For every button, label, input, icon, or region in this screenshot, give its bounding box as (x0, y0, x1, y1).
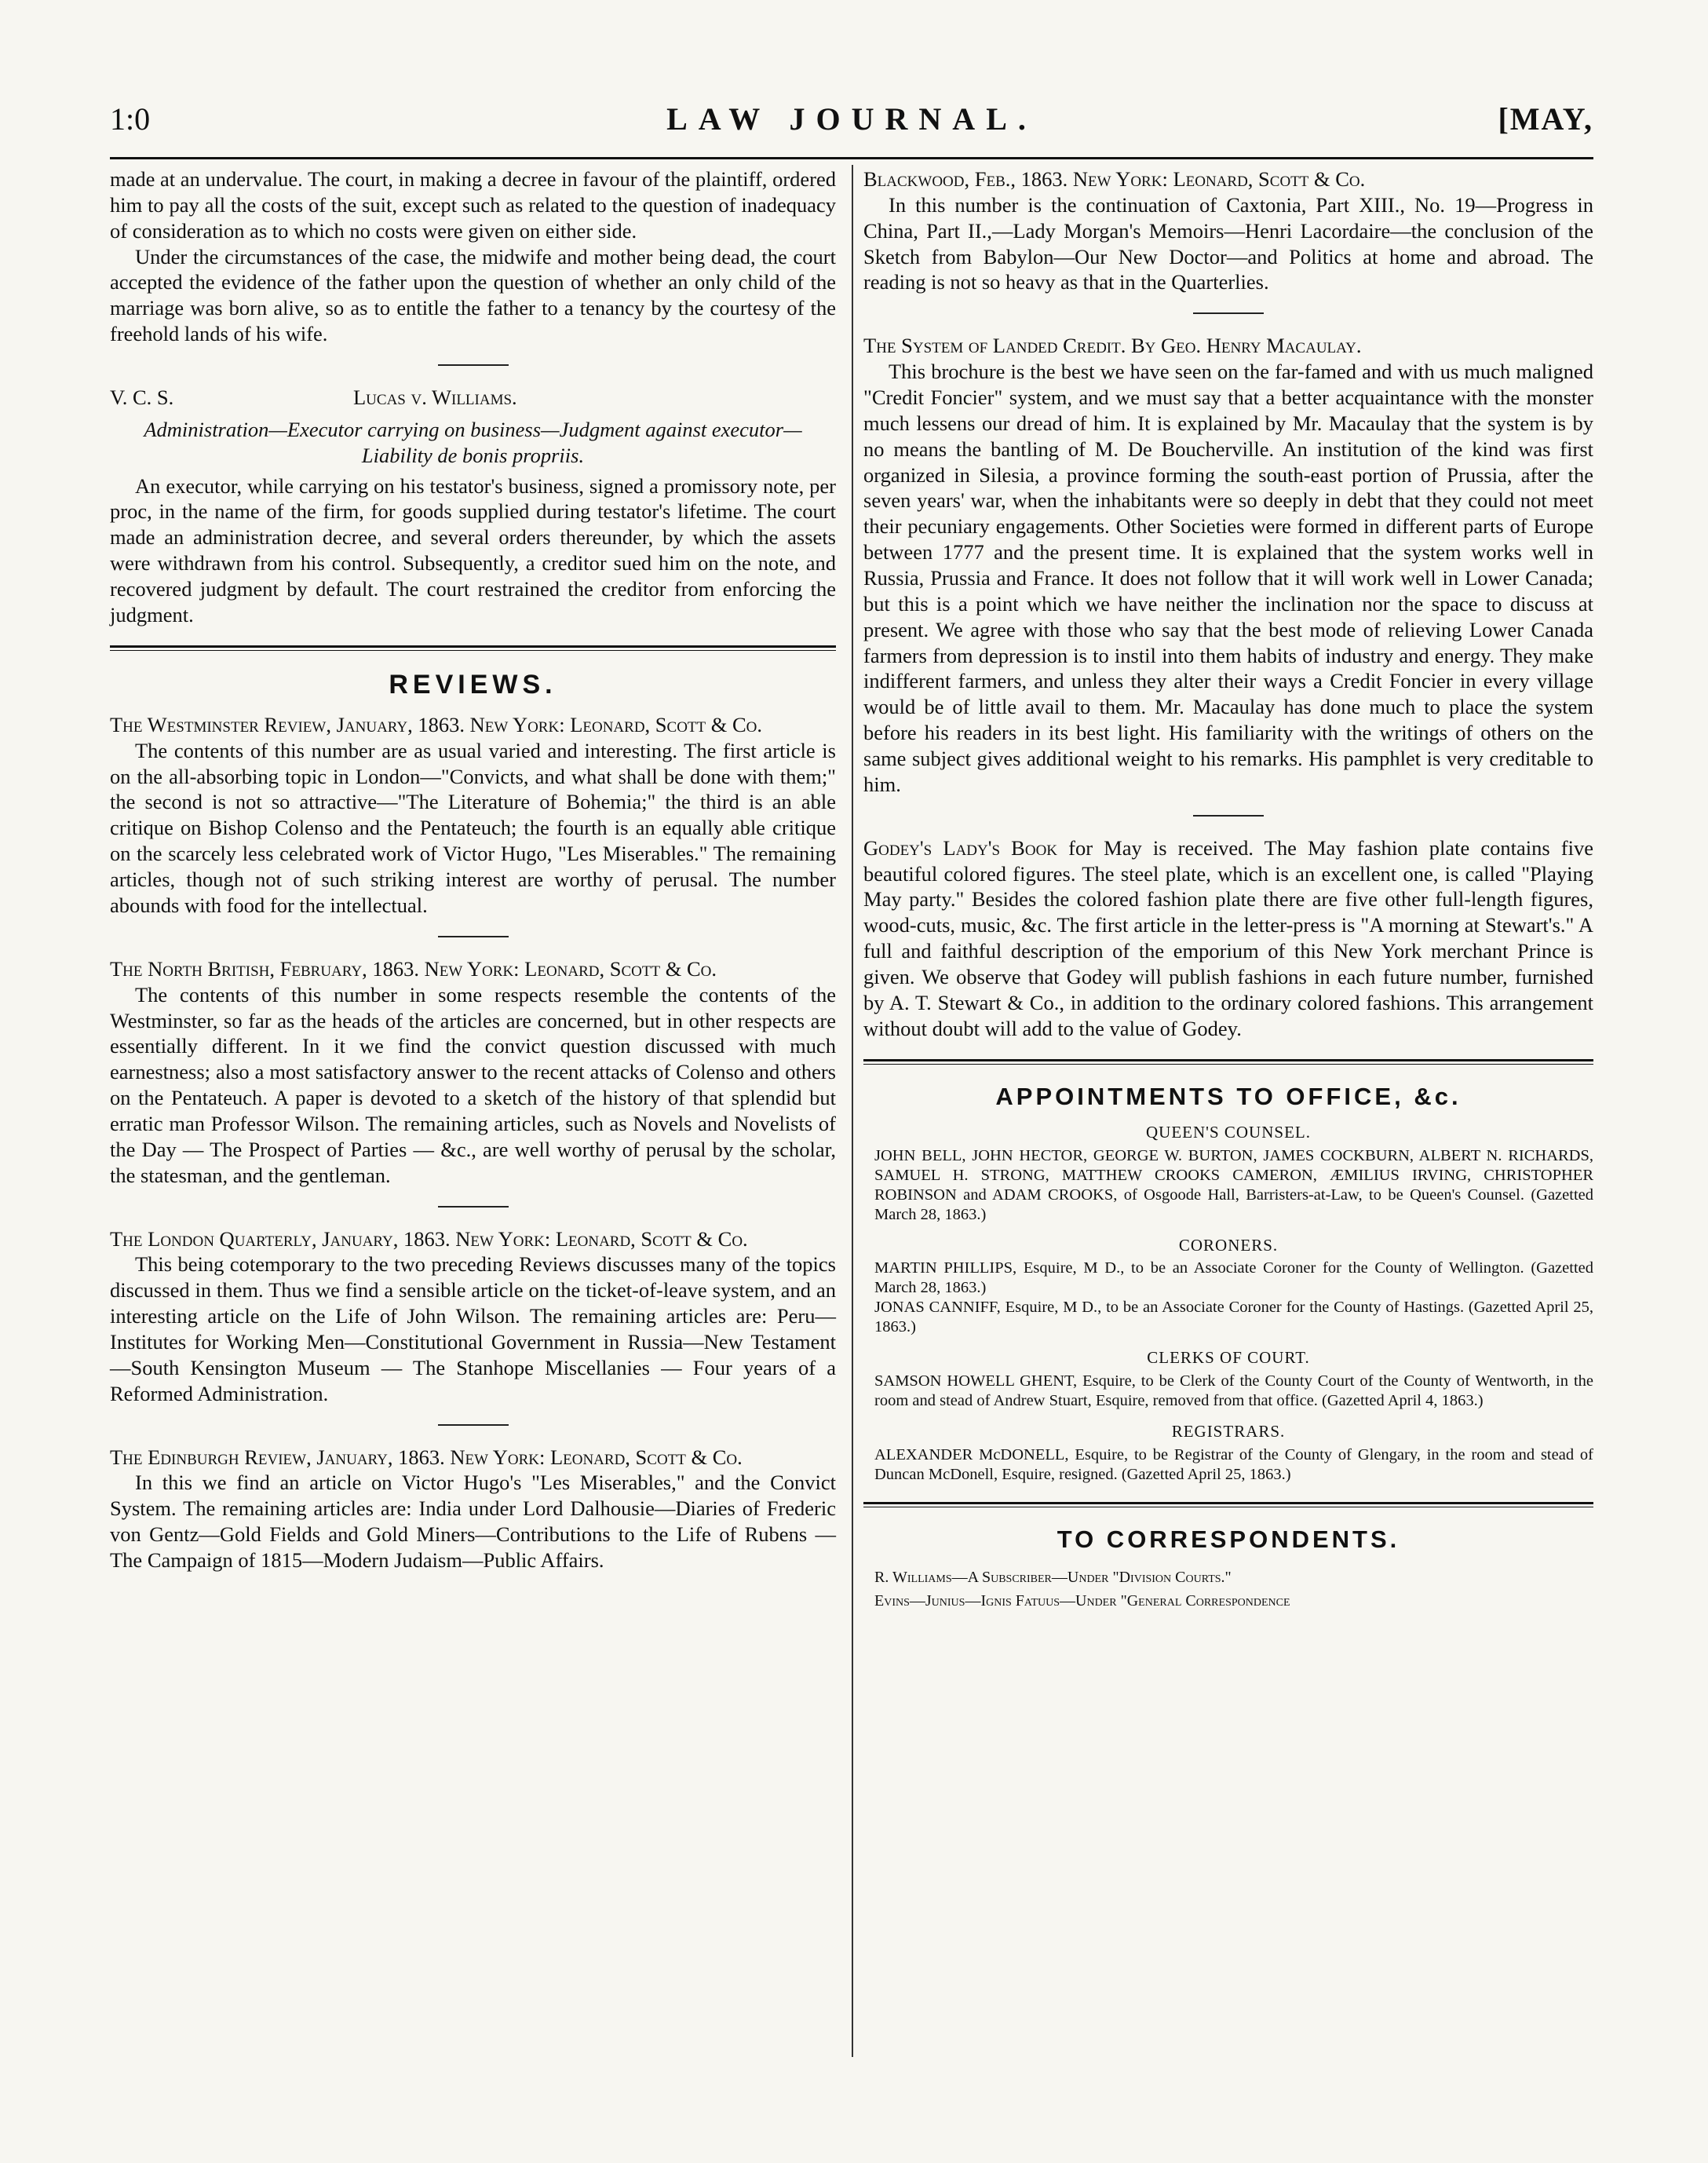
review-body: In this we find an article on Victor Hugo's "Les Miserables," and the Convict System. The remaining articles are: India under Lord Dalhousie—Diaries of Frederic von Gentz—Gold Fields and Gold Miners—Contributions to the Life of Rubens —The Campaign of 1815—Modern Judaism—Public Affairs. (110, 1471, 836, 1572)
case-headnote: Administration—Executor carrying on business—Judgment against executor—Liability de bonis propriis. (144, 417, 802, 467)
header-rule (110, 157, 1593, 159)
review-title: The System of Landed Credit. By Geo. Henry Macaulay. (863, 334, 1362, 358)
review-title: Godey's Lady's Book (863, 835, 1058, 860)
appointments-list (863, 1123, 1593, 1484)
review-title: The Westminster Review, January, 1863. New York: Leonard, Scott & Co. (110, 712, 763, 736)
appointments-heading: APPOINTMENTS TO OFFICE, &c. (995, 1082, 1462, 1110)
page-header (110, 100, 1593, 148)
review-body: This being cotemporary to the two preceding Reviews discusses many of the topics discussed in them. Thus we find a sensible article on the ticket-of-leave system, and an interesting article on the Life of John Wilson. The remaining articles are: Peru—Institutes for Working Men—Constitutional Government in Russia—New Testament—South Kensington Museum — The Stanhope Miscellanies — Four years of a Reformed Administration. (110, 1252, 836, 1405)
review-title: The Edinburgh Review, January, 1863. New York: Leonard, Scott & Co. (110, 1445, 743, 1469)
queens-counsel-heading: QUEEN'S COUNSEL. (1146, 1123, 1311, 1142)
separator-rule (438, 936, 509, 937)
right-column (863, 166, 1593, 1613)
double-rule (863, 1059, 1593, 1065)
separator-rule (438, 364, 509, 366)
appointment-entry: ALEXANDER McDONELL, Esquire, to be Registrar of the County of Glengary, in the room and stead of Duncan McDonell, Esquire, resigned. (Gazetted April 25, 1863.) (874, 1445, 1593, 1483)
case-name: Lucas v. Williams. (353, 385, 517, 410)
carry-paragraph-1: made at an undervalue. The court, in making a decree in favour of the plaintiff, ordered him to pay all the costs of the suit, except such as related to the question of inadequacy of consideration as to which no costs were given on either side. (110, 167, 836, 243)
review-title: The London Quarterly, January, 1863. New York: Leonard, Scott & Co. (110, 1226, 748, 1251)
case-body: An executor, while carrying on his testator's business, signed a promissory note, per proc, in the name of the firm, for goods supplied during testator's lifetime. The court made an administration decree, and several orders thereunder, by which the assets were withdrawn from his control. Subsequently, a creditor sued him on the note, and recovered judgment by default. The court restrained the creditor from enforcing the judgment. (110, 473, 836, 627)
correspondents-list (863, 1566, 1593, 1613)
double-rule (110, 645, 836, 651)
carry-paragraph-2: Under the circumstances of the case, the midwife and mother being dead, the court accepted the evidence of the father upon the question of whether an only child of the marriage was born alive, so as to entitle the father to a tenancy by the courtesy of the freehold lands of his wife. (110, 244, 836, 346)
registrars-heading: REGISTRARS. (1171, 1421, 1286, 1441)
review-godey (863, 835, 1593, 1042)
separator-rule (438, 1206, 509, 1208)
review-body: for May is received. The May fashion plate contains five beautiful colored figures. The steel plate, which is an excellent one, is called "Playing May party." Besides the colored fashion plate there are five other full-length figures, wood-cuts, music, &c. The first article in the letter-press is "A morning at Stewart's." A full and faithful description of the emporium of this New York merchant Prince is given. We observe that Godey will publish fashions in each future number, furnished by A. T. Stewart & Co., in addition to the ordinary colored fashions. This arrangement without doubt will add to the value of Godey. (863, 835, 1594, 1040)
review-body: The contents of this number in some respects resemble the contents of the Westminster, so far as the heads of the articles are concerned, but in other respects are essentially different. In it we find the convict question discussed with much earnestness; also a most satisfactory answer to the recent attacks of Colenso and others on the Pentateuch. A paper is devoted to a sketch of the history of that splendid but erratic man Professor Wilson. The remaining articles, such as Novels and Novelists of the Day — The Prospect of Parties — &c., are well worthy of perusal by the scholar, the statesman, and the gentleman. (110, 982, 836, 1187)
correspondent-entry: Evins—Junius—Ignis Fatuus—Under "General Correspondence (874, 1591, 1290, 1609)
reviews-heading: REVIEWS. (389, 669, 557, 700)
separator-rule (438, 1424, 509, 1426)
header-month: [MAY, (1498, 101, 1593, 137)
review-body: This brochure is the best we have seen on the far-famed and with us much maligned "Credit Foncier" system, and we must say that a better acquaintance with the monster much lessens our dread of him. It is explained by Mr. Macaulay that the system is by no means the bantling of M. De Boucherville. An institution of the kind was first organized in Silesia, a province forming the south-east portion of Prussia, after the seven years' war, when the inhabitants were so deeply in debt that they could not meet their pecuniary engagements. Other Societies were formed in different parts of Europe between 1777 and the present time. It is explained that the system works well in Russia, Prussia and France. It does not follow that it will work well in Lower Canada; but this is a point which we have neither the inclination nor the space to discuss at present. We agree with those who say that the best mode of relieving Lower Canada farmers from depression is to instil into them habits of industry and energy. They make indifferent farmers, and unless they alter their ways a Credit Foncier in every village would be of little avail to them. Mr. Macaulay has done much to place the system before his readers in its best light. His familiarity with the writings of others on the same subject gives additional weight to his remarks. His pamphlet is very creditable to him. (863, 360, 1593, 796)
left-column (110, 166, 836, 1573)
separator-rule (1193, 815, 1264, 817)
appointment-entry: JONAS CANNIFF, Esquire, M D., to be an Associate Coroner for the County of Hastings. (Gazetted April 25, 1863.) (874, 1299, 1593, 1336)
column-divider (852, 165, 853, 2057)
separator-rule (1193, 312, 1264, 314)
review-title: Blackwood, Feb., 1863. New York: Leonard, Scott & Co. (863, 167, 1366, 191)
appointment-entry: SAMSON HOWELL GHENT, Esquire, to be Clerk of the County Court of the County of Wentworth, in the room and stead of Andrew Stuart, Esquire, removed from that office. (Gazetted April 4, 1863.) (874, 1372, 1593, 1409)
case-caption (110, 385, 836, 411)
correspondents-heading: TO CORRESPONDENTS. (1057, 1525, 1400, 1553)
double-rule (863, 1502, 1593, 1507)
review-body: In this number is the continuation of Caxtonia, Part XIII., No. 19—Progress in China, Part II.,—Lady Morgan's Memoirs—Henri Lacordaire—the conclusion of the Sketch from Babylon—Our New Doctor—and Politics at home and abroad. The reading is not so heavy as that in the Quarterlies. (863, 192, 1593, 294)
review-title: The North British, February, 1863. New York: Leonard, Scott & Co. (110, 956, 717, 981)
case-court: V. C. S. (110, 385, 174, 410)
appointment-entry: MARTIN PHILLIPS, Esquire, M D., to be an Associate Coroner for the County of Wellington. (Gazetted March 28, 1863.) (874, 1259, 1593, 1297)
review-body: The contents of this number are as usual varied and interesting. The first article is on the all-absorbing topic in London—"Convicts, and what shall be done with them;" the second is not so attractive—"The Literature of Bohemia;" the third is an able critique on Bishop Colenso and the Pentateuch; the fourth is an equally able critique on the scarcely less celebrated work of Victor Hugo, "Les Miserables." The remaining articles, though not of such striking interest are worthy of perusal. The number abounds with food for the intellectual. (110, 738, 836, 917)
appointment-entry: JOHN BELL, JOHN HECTOR, GEORGE W. BURTON, JAMES COCKBURN, ALBERT N. RICHARDS, SAMUEL H. STRONG, MATTHEW CROOKS CAMERON, ÆMILIUS IRVING, CHRISTOPHER ROBINSON and ADAM CROOKS, of Osgoode Hall, Barristers-at-Law, to be Queen's Counsel. (Gazetted March 28, 1863.) (874, 1146, 1593, 1223)
journal-title: LAW JOURNAL. (666, 101, 1037, 137)
clerks-heading: CLERKS OF COURT. (1147, 1348, 1310, 1368)
page-number: 1:0 (110, 101, 151, 137)
correspondent-entry: R. Williams—A Subscriber—Under "Division Courts." (874, 1568, 1232, 1586)
coroners-heading: CORONERS. (1178, 1235, 1279, 1255)
